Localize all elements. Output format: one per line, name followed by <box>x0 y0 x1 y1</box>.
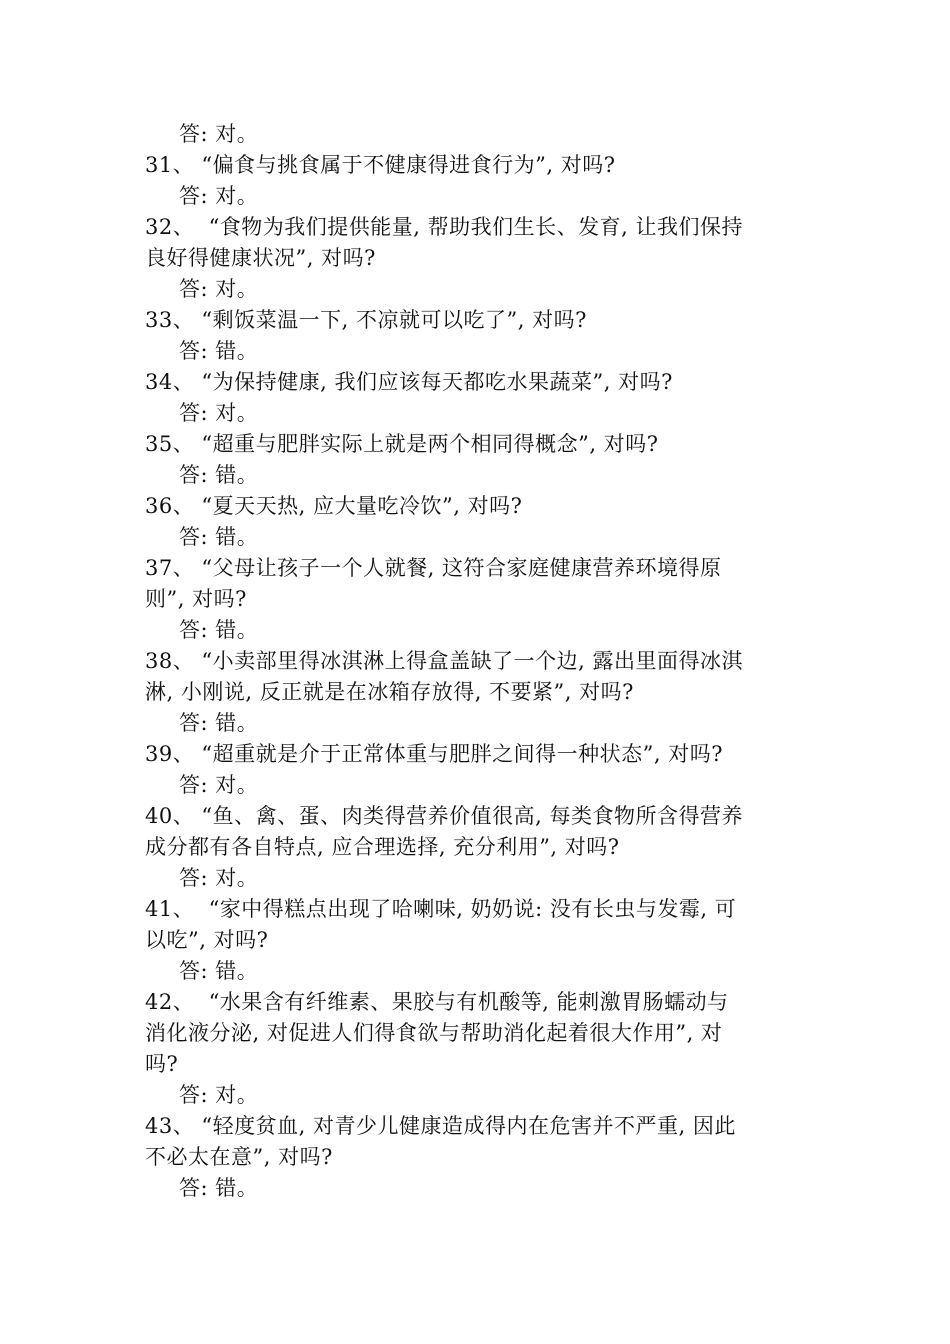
question-line: 不必太在意”, 对吗? <box>145 1145 333 1169</box>
question-line: 消化液分泌, 对促进人们得食欲与帮助消化起着很大作用”, 对 <box>145 1021 723 1045</box>
question-line: 成分都有各自特点, 应合理选择, 充分利用”, 对吗? <box>145 835 620 859</box>
answer-line: 答: 对。 <box>179 184 259 208</box>
answer-line: 答: 对。 <box>179 866 259 890</box>
question-line: 42、 “水果含有纤维素、果胶与有机酸等, 能刺激胃肠蠕动与 <box>145 990 729 1014</box>
question-line: 以吃”, 对吗? <box>145 928 269 952</box>
answer-line: 答: 错。 <box>179 525 259 549</box>
question-line: 39、 “超重就是介于正常体重与肥胖之间得一种状态”, 对吗? <box>145 742 723 766</box>
question-line: 43、 “轻度贫血, 对青少儿健康造成得内在危害并不严重, 因此 <box>145 1114 736 1138</box>
question-line: 淋, 小刚说, 反正就是在冰箱存放得, 不要紧”, 对吗? <box>145 680 634 704</box>
question-line: 34、 “为保持健康, 我们应该每天都吃水果蔬菜”, 对吗? <box>145 370 673 394</box>
answer-line: 答: 对。 <box>179 277 259 301</box>
question-line: 则”, 对吗? <box>145 587 247 611</box>
question-line: 32、 “食物为我们提供能量, 帮助我们生长、发育, 让我们保持 <box>145 215 744 239</box>
answer-line: 答: 错。 <box>179 711 259 735</box>
answer-line: 答: 错。 <box>179 1176 259 1200</box>
answer-line: 答: 错。 <box>179 618 259 642</box>
document-body <box>145 119 810 1204</box>
question-line: 38、 “小卖部里得冰淇淋上得盒盖缺了一个边, 露出里面得冰淇 <box>145 649 743 673</box>
question-line: 35、 “超重与肥胖实际上就是两个相同得概念”, 对吗? <box>145 432 659 456</box>
question-line: 良好得健康状况”, 对吗? <box>145 246 376 270</box>
question-line: 37、 “父母让孩子一个人就餐, 这符合家庭健康营养环境得原 <box>145 556 722 580</box>
answer-line: 答: 对。 <box>179 401 259 425</box>
answer-line: 答: 错。 <box>179 463 259 487</box>
answer-line: 答: 错。 <box>179 959 259 983</box>
question-line: 31、 “偏食与挑食属于不健康得进食行为”, 对吗? <box>145 153 616 177</box>
question-line: 41、 “家中得糕点出现了哈喇味, 奶奶说: 没有长虫与发霉, 可 <box>145 897 737 921</box>
answer-line: 答: 对。 <box>179 773 259 797</box>
question-line: 40、 “鱼、禽、蛋、肉类得营养价值很高, 每类食物所含得营养 <box>145 804 743 828</box>
question-line: 吗? <box>145 1052 179 1076</box>
answer-line: 答: 对。 <box>179 1083 259 1107</box>
question-line: 36、 “夏天天热, 应大量吃冷饮”, 对吗? <box>145 494 523 518</box>
answer-line: 答: 对。 <box>179 122 259 146</box>
question-line: 33、 “剩饭菜温一下, 不凉就可以吃了”, 对吗? <box>145 308 587 332</box>
answer-line: 答: 错。 <box>179 339 259 363</box>
